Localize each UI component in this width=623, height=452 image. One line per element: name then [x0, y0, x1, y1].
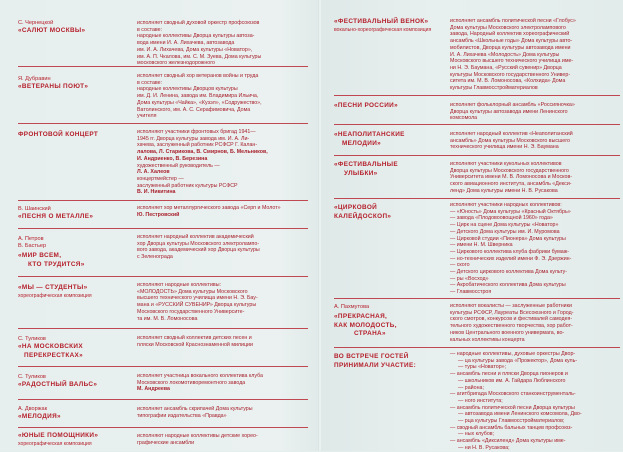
entry-title: ФРОНТОВОЙ КОНЦЕРТ — [18, 131, 99, 138]
entry-subtitle: хореографическая композиция — [18, 292, 92, 299]
program-entry — [334, 204, 448, 221]
program-entry — [18, 20, 110, 36]
entry-description: исполняют народные коллективы детские хорео- графические ансамбли — [137, 433, 258, 446]
list-item: — туры «Новатор»; — [450, 364, 620, 371]
entry-title: «МЫ — СТУДЕНТЫ» — [18, 284, 88, 291]
entry-author: Я. Дубравин — [18, 76, 51, 82]
participants-list — [450, 209, 620, 296]
entry-description: исполняет сводный коллектив детских песен и пляски Московской Краснознаменной милиции — [137, 335, 253, 348]
separator — [334, 198, 620, 199]
entry-author: А. Дворжак — [18, 406, 48, 412]
program-entry — [18, 432, 136, 447]
separator — [18, 427, 308, 428]
entry-author: В. Шаинский — [18, 206, 51, 212]
entry-description: исполняют участники фронтовых бригад 1941— 1945 гг. Дворца культуры завода им. И. А. Ли- хачева, заслуженный работник РСФСР Г. Калан- лалова, Л. Старикова, В. Смирнов, Б. Мельников, И. Андриенко, В. Березина художественный руководитель — Л. А. Халеов концертмейстер — заслуженный работник культуры РСФСР В. И. Никитина — [137, 129, 268, 196]
program-entry — [18, 206, 128, 222]
list-item: — ного института; — [450, 398, 620, 405]
list-item: — ансамбль «Диксиленд» Дома культуры име- — [450, 438, 620, 445]
entry-author: А. Пахмутова — [334, 304, 370, 310]
separator — [18, 276, 308, 277]
entry-author: С. Туликов — [18, 374, 46, 380]
separator — [334, 95, 620, 96]
separator — [334, 347, 620, 348]
entry-description: исполняет сводный хор ветеранов войны и труда в составе: народные коллективы Дворцов культуры им. Д. И. Ленина, завода им. Владимира Ильича, Дома культуры «Чайка», «Кузэл», «Содружество», Ватолинского, им. А. С. Серафимовича, Дома учителя — [137, 73, 262, 120]
entry-author-2: В. Бастьер — [18, 243, 47, 249]
separator — [18, 399, 308, 400]
separator — [334, 155, 620, 156]
list-item: — народные коллективы, духовые оркестры Двор- — [450, 351, 620, 358]
entry-title: «НА МОСКОВСКИХ — [18, 343, 83, 350]
entry-title: «ФЕСТИВАЛЬНЫЙ ВЕНОК» — [334, 18, 429, 25]
list-item: — но-технических изделий имени Ф. Э. Дзержин- — [450, 256, 620, 263]
entry-title-line-2: КАК МОЛОДОСТЬ, — [334, 321, 397, 329]
list-item: — Цирковой студии «Пионера» Дома культуры — [450, 236, 620, 243]
entry-description: исполняет ансамбль политической песни «Глобус» Дома культуры Московского электролампового завода, Народный коллектив хореографический ансамбль «Школьные годы» Дома культуры авто- мобилистов, Дворца культуры автозавода имени И. А. Лихачева «Молодость» Дома культуры Московского высшего технического училища име- ни Н. Э. Баумана, «Русский сувенир» Дворца культуры Московского государственного Универ- ситета им. М. В. Ломоносова, «Колхида» Дома культуры Главмосстройматериалов — [450, 18, 576, 92]
program-entry — [334, 102, 448, 111]
entry-title: «ВЕТЕРАНЫ ПОЮТ» — [18, 83, 89, 90]
entry-author: С. Туликов — [18, 336, 46, 342]
list-item: — ансамбль политической песни Дворца культуры — [450, 405, 620, 412]
entry-description: исполняет сводный духовой оркестр профсоюзов в составе: народные коллективы Дворца культуры автоза- вода имени И. А. Лихачева, автозавода им. И. А. Лихачева, Дома культуры «Новатор», им. А. П. Чкалова, им. С. М. Зуева, Дома культуры московского железнодорожного — [137, 20, 262, 67]
entry-description: исполняют участники кукольных коллективов Дворца культуры Московского государственного Университета имени М. В. Ломоносова и Москов- ского авиационного института, ансамбль «Декси- ленд» Дома культуры имени Н. В. Русакова — [450, 161, 573, 194]
entry-title: «ПЕСНИ РОССИИ» — [334, 102, 399, 109]
entry-title: «МЕЛОДИЯ» — [18, 413, 61, 420]
entry-title: «ПРЕКРАСНАЯ, — [334, 313, 388, 320]
program-entry — [18, 131, 128, 140]
list-item: — имени Н. М. Шверника — [450, 242, 620, 249]
program-entry — [18, 76, 128, 92]
guests-list — [450, 351, 620, 452]
list-item: — рца культуры Главмосстройматериалов; — [450, 418, 620, 425]
list-item: — агитбригада Московского станкоинструменталь- — [450, 391, 620, 398]
entry-description: исполняют вокалисты — заслуженные работники культуры РСФСР, Лауреаты Всесоюзного и Город- ского смотров, конкурсов и фестивалей самодея- тельного художественного творчества, хор работ- ников Центрального военного универмага, во- кальных коллективы концерта — [450, 303, 574, 343]
entry-subtitle: хореографическая композиция — [18, 440, 92, 447]
list-item: — ры «Восход» — [450, 276, 620, 283]
entry-description: исполняет фольклорный ансамбль «Россияночка» Дворца культуры автозавода имени Ленинского комсомола — [450, 102, 575, 122]
list-item: — сводный ансамбль бальных танцев профсоюз- — [450, 425, 620, 432]
list-item: — района; — [450, 385, 620, 392]
list-item: — Акробатического коллектива Дома культуры — [450, 282, 620, 289]
entry-description: исполняют народные коллективы: «МОЛОДОСТЬ» Дома культуры Московского высшего технического училища имени Н. Э. Бау- мана и «РУССКИЙ СУВЕНИР» Дворца культуры Московского государственного Университе- та им. М. В. Ломоносова — [137, 282, 258, 322]
entry-author: С. Чернецкой — [18, 20, 54, 26]
list-item: — Главмосстроя — [450, 289, 620, 296]
entry-title: ВО ВСТРЕЧЕ ГОСТЕЙ — [334, 353, 409, 360]
entry-subtitle: вокально-хореографическая композиция — [334, 26, 432, 33]
entry-title-line-2: УЛЫБКИ» — [344, 169, 378, 177]
list-item: — Цирк на сцене Дома культуры «Новатор» — [450, 222, 620, 229]
list-item: — Циркового коллектива клуба фабрики бумаж- — [450, 249, 620, 256]
entry-description: исполняет хор металлургического завода «Серп и Молот» Ю. Пестровский — [137, 205, 281, 218]
program-entry — [18, 236, 128, 269]
entry-title: «МИР ВСЕМ, — [18, 252, 62, 259]
separator — [334, 298, 620, 299]
entry-title: «ФЕСТИВАЛЬНЫЕ — [334, 161, 398, 168]
entry-title: «ЦИРКОВОЙ — [334, 204, 378, 211]
list-item: — ансамбль песни и пляски Дворца пионеров и — [450, 371, 620, 378]
entry-title-line-2: КАЛЕЙДОСКОП» — [334, 212, 392, 220]
program-entry — [334, 353, 448, 370]
entry-title: «ПЕСНЯ О МЕТАЛЛЕ» — [18, 213, 94, 220]
entry-intro: исполняют участники народных коллективов: — [450, 202, 562, 208]
entry-title-line-2: ПЕРЕКРЕСТКАХ» — [24, 351, 84, 359]
list-item: — ни Н. В. Русакова; — [450, 445, 620, 452]
entry-author: А. Петров — [18, 236, 44, 242]
list-item: — школьников им. А. Гайдара Люблинского — [450, 378, 620, 385]
program-entry — [18, 406, 136, 422]
separator — [18, 228, 308, 229]
entry-title-line-2: МЕЛОДИИ» — [342, 139, 382, 147]
entry-description — [450, 351, 620, 452]
right-column — [322, 0, 623, 451]
entry-description: исполняет ансамбль скрипачей Дома культуры типографии издательства «Правда» — [137, 406, 253, 419]
entry-title-line-2: ПРИНИМАЛИ УЧАСТИЕ: — [334, 361, 417, 369]
program-entry — [334, 304, 448, 339]
list-item: — Детского циркового коллектива Дома культу- — [450, 269, 620, 276]
list-item: — завода «Плодовоовощной 1960» года» — [450, 215, 620, 222]
list-item: — ных клубов; — [450, 431, 620, 438]
entry-description — [450, 202, 620, 296]
entry-description: исполняет участница вокального коллектива клуба Московского локомотиворемонтного завода М. Андреева — [137, 373, 263, 393]
program-entry — [18, 284, 136, 299]
entry-description: исполняет народный коллектив академический хор Дворца культуры Московского электролампо- вого завода, академический хор Дворца культуры с Зеленограда — [137, 234, 260, 261]
entry-title: «НЕАПОЛИТАНСКИЕ — [334, 131, 405, 138]
entry-title: «САЛЮТ МОСКВЫ» — [18, 27, 86, 34]
separator — [18, 328, 308, 329]
list-item: — Детского Дома культуры им. И. Муромова — [450, 229, 620, 236]
separator — [18, 366, 308, 367]
program-entry — [18, 374, 136, 390]
separator — [18, 66, 308, 67]
list-item: — «Юность» Дома культуры «Красный Октябрь» — [450, 209, 620, 216]
entry-title-line-2: КТО ТРУДИТСЯ» — [28, 260, 85, 268]
program-entry — [334, 131, 448, 148]
separator — [18, 200, 308, 201]
entry-description: исполняет народный коллектив «Неаполитанский ансамбль» Дома культуры Московского высшего технического училища имени Н. Э. Баумана — [450, 131, 573, 151]
list-item: — автозавода имени Ленинского комсомола, Дво- — [450, 411, 620, 418]
list-item: — ского — [450, 262, 620, 269]
list-item: — ца культуры завода «Прожектор», Дома куль- — [450, 358, 620, 365]
entry-title-line-3: СТРАНА» — [354, 330, 386, 337]
separator — [334, 124, 620, 125]
program-entry — [334, 18, 448, 33]
separator — [18, 123, 308, 124]
program-entry — [18, 336, 136, 360]
entry-title: «ЮНЫЕ ПОМОЩНИКИ» — [18, 432, 99, 439]
program-entry — [334, 161, 448, 178]
entry-title: «РАДОСТНЫЙ ВАЛЬС» — [18, 381, 98, 388]
